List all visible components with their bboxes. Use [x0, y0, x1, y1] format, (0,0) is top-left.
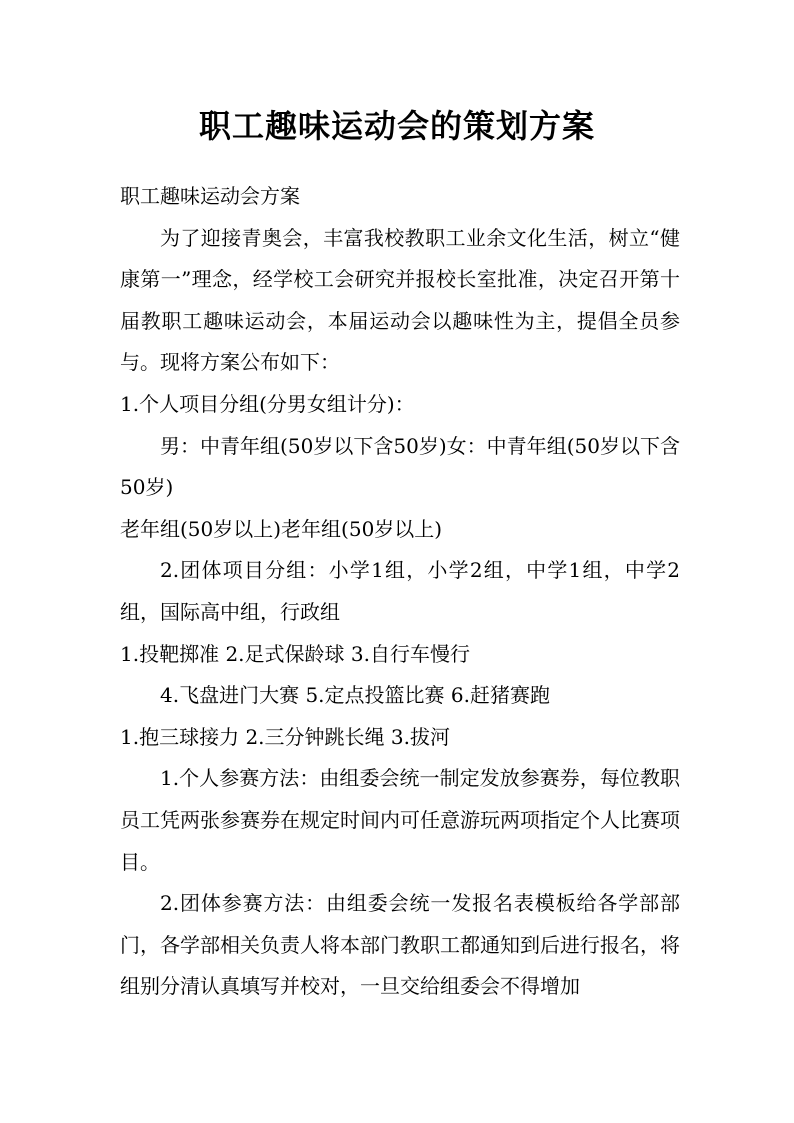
paragraph-individual-groups-old: 老年组(50岁以上)老年组(50岁以上): [120, 516, 443, 541]
paragraph-individual-groups-young: 男：中青年组(50岁以下含50岁)女：中青年组(50岁以下含50岁): [120, 433, 680, 500]
paragraph-team-method: 2.团体参赛方法：由组委会统一发报名表模板给各学部部门，各学部相关负责人将本部门教职工都通知到后进行报名，将组别分清认真填写并校对，一旦交给组委会不得增加: [120, 891, 680, 999]
paragraph-team-events: 1.抱三球接力 2.三分钟跳长绳 3.拔河: [120, 724, 450, 749]
paragraph-intro: 为了迎接青奥会，丰富我校教职工业余文化生活，树立“健康第一”理念，经学校工会研究并报校长室批准，决定召开第十届教职工趣味运动会，本届运动会以趣味性为主，提倡全员参与。现将方案公布如下：: [120, 225, 680, 375]
paragraph-individual-groups-heading: 1.个人项目分组(分男女组计分)：: [120, 391, 415, 416]
paragraph-subtitle: 职工趣味运动会方案: [120, 184, 300, 208]
paragraph-individual-method: 1.个人参赛方法：由组委会统一制定发放参赛券，每位教职员工凭两张参赛券在规定时间内可任意游玩两项指定个人比赛项目。: [120, 766, 680, 874]
document-title: 职工趣味运动会的策划方案: [198, 107, 595, 145]
document-body: [120, 176, 680, 1008]
paragraph-team-groups: 2.团体项目分组：小学1组，小学2组，中学1组，中学2组，国际高中组，行政组: [120, 558, 680, 624]
paragraph-events-1: 1.投靶掷准 2.足式保龄球 3.自行车慢行: [120, 641, 470, 666]
paragraph-events-2: 4.飞盘进门大赛 5.定点投篮比赛 6.赶猪赛跑: [160, 683, 550, 708]
